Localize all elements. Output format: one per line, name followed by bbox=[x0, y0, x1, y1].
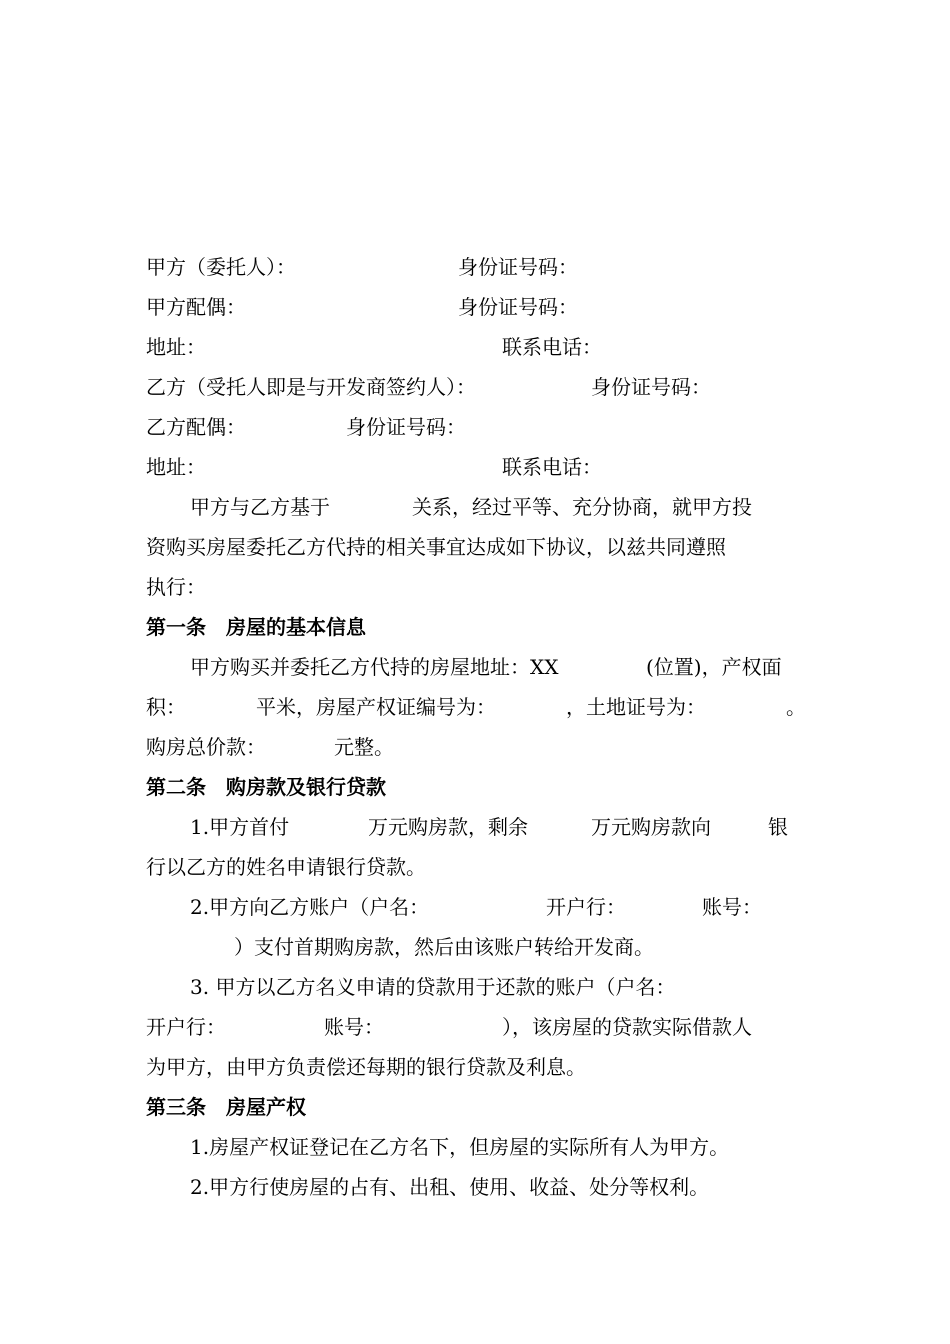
party-a-spouse-label: 甲方配偶： bbox=[146, 295, 246, 319]
phone-label: 联系电话： bbox=[502, 335, 602, 359]
article-3-text: 2.甲方行使房屋的占有、出租、使用、收益、处分等权利。 bbox=[190, 1175, 710, 1199]
article-3-heading: 第三条 房屋产权 bbox=[146, 1095, 306, 1119]
party-b-spouse-id-label: 身份证号码： bbox=[346, 415, 466, 439]
article-2-line-7: 为甲方，由甲方负责偿还每期的银行贷款及利息。 bbox=[146, 1055, 586, 1079]
article-2-text: 开户行： bbox=[146, 1015, 226, 1039]
party-a-spouse-id-label: 身份证号码： bbox=[458, 295, 578, 319]
article-2-text: 万元购房款，剩余 bbox=[368, 815, 528, 839]
article-2-text: 1.甲方首付 bbox=[190, 815, 290, 839]
article-1-text: 元整。 bbox=[334, 735, 394, 759]
article-2-text: 银 bbox=[768, 815, 788, 839]
party-a-id-label: 身份证号码： bbox=[458, 255, 578, 279]
party-b-label: 乙方（受托人即是与开发商签约人）： bbox=[146, 375, 476, 399]
article-1-text: 甲方购买并委托乙方代持的房屋地址：XX bbox=[190, 655, 559, 679]
article-2-text: ），该房屋的贷款实际借款人 bbox=[502, 1015, 752, 1039]
article-2-text: 3. 甲方以乙方名义申请的贷款用于还款的账户（户名： bbox=[190, 975, 676, 999]
article-2-text: ）支付首期购房款，然后由该账户转给开发商。 bbox=[234, 935, 654, 959]
article-3-text: 1.房屋产权证登记在乙方名下，但房屋的实际所有人为甲方。 bbox=[190, 1135, 730, 1159]
article-2-text: 2.甲方向乙方账户（户名： bbox=[190, 895, 430, 919]
article-2-heading: 第二条 购房款及银行贷款 bbox=[146, 775, 386, 799]
article-1-text: (位置)，产权面 bbox=[646, 655, 782, 679]
article-2-line-2: 行以乙方的姓名申请银行贷款。 bbox=[146, 855, 426, 879]
article-2-text: 账号： bbox=[702, 895, 762, 919]
article-2-text: 开户行： bbox=[546, 895, 626, 919]
article-1-text: ，土地证号为： bbox=[566, 695, 706, 719]
address-label: 地址： bbox=[146, 335, 206, 359]
article-1-text: 积： bbox=[146, 695, 186, 719]
article-1-text: 购房总价款： bbox=[146, 735, 266, 759]
party-a-label: 甲方（委托人）： bbox=[146, 255, 296, 279]
intro-line-2: 资购买房屋委托乙方代持的相关事宜达成如下协议，以兹共同遵照 bbox=[146, 535, 726, 559]
article-2-text: 账号： bbox=[324, 1015, 384, 1039]
article-2-text: 万元购房款向 bbox=[591, 815, 711, 839]
address-label: 地址： bbox=[146, 455, 206, 479]
party-b-id-label: 身份证号码： bbox=[591, 375, 711, 399]
intro-line-3: 执行： bbox=[146, 575, 206, 599]
party-b-spouse-label: 乙方配偶： bbox=[146, 415, 246, 439]
article-1-text: 。 bbox=[786, 695, 806, 719]
intro-text: 甲方与乙方基于 bbox=[190, 495, 330, 519]
intro-text: 关系，经过平等、充分协商，就甲方投 bbox=[412, 495, 752, 519]
phone-label: 联系电话： bbox=[502, 455, 602, 479]
article-1-heading: 第一条 房屋的基本信息 bbox=[146, 615, 366, 639]
article-1-text: 平米，房屋产权证编号为： bbox=[256, 695, 496, 719]
